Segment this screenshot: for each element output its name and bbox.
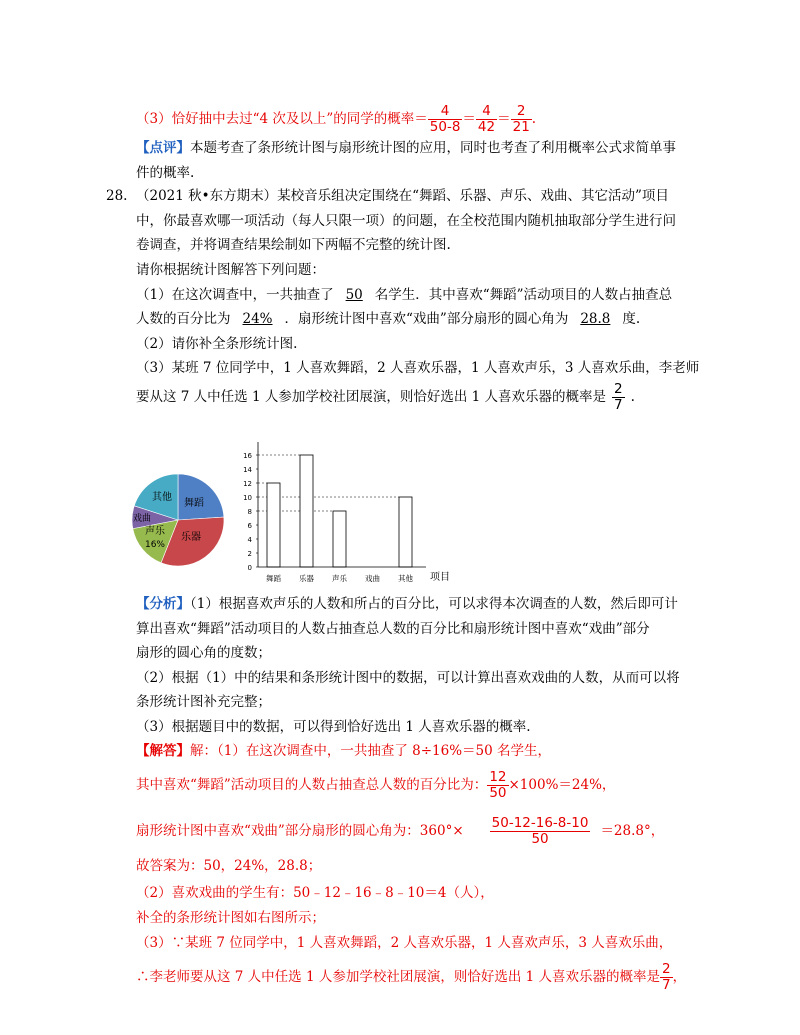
answer-angle: 28.8 — [580, 311, 611, 327]
q28-line2: 中，你最喜欢哪一项活动（每人只限一项）的问题，在全校范围内随机抽取部分学生进行问 — [136, 213, 676, 229]
q28-part2: （2）请你补全条形统计图. — [136, 336, 298, 352]
pie-slice-dance — [178, 474, 224, 520]
prev-q3-line: （3）恰好抽中去过“4 次及以上”的同学的概率＝ $\frac{4}{50-8}$ ＝ $\frac{4}{42}$ ＝ $\frac{2}{21}$ . — [136, 103, 537, 135]
bar-y-tick-label: 6 — [247, 522, 252, 530]
bar-y-tick-label: 8 — [247, 508, 252, 516]
bar-category-label: 舞蹈 — [266, 574, 281, 583]
prev-q3-fraction-2: $\frac{4}{42}$ — [477, 103, 496, 135]
solution-tag: 【解答】 — [136, 743, 190, 759]
analysis-line6: （3）根据题目中的数据，可以得到恰好选出 1 人喜欢乐器的概率. — [136, 719, 531, 735]
solution-line5: （2）喜欢戏曲的学生有：50﹣12﹣16﹣8﹣10＝4（人）， — [136, 885, 494, 901]
solution-line2: 其中喜欢“舞蹈”活动项目的人数占抽查总人数的百分比为： $\frac{12}{50}$ ×100%＝24%， — [136, 769, 616, 801]
prev-q3-fraction-1: $\frac{4}{50-8}$ — [429, 103, 461, 135]
bar-4 — [399, 497, 412, 567]
bar-y-tick-label: 16 — [243, 452, 252, 460]
q28-number: 28. — [106, 188, 128, 204]
analysis-line1: 【分析】（1）根据喜欢声乐的人数和所占的百分比，可以求得本次调查的人数，然后即可计 — [136, 596, 678, 612]
bar-category-label: 声乐 — [332, 574, 347, 583]
bar-1 — [300, 455, 313, 567]
bar-category-label: 乐器 — [299, 574, 314, 583]
analysis-line5: 条形统计图补充完整； — [136, 694, 271, 710]
bar-chart — [238, 440, 458, 586]
pie-chart — [128, 470, 228, 570]
pie-label-vocal-pct: 16% — [144, 540, 166, 550]
answer-percent: 24% — [242, 311, 273, 327]
pie-label-opera: 戏曲 — [132, 514, 152, 524]
solution-line6: 补全的条形统计图如右图所示； — [136, 910, 325, 926]
answer-probability: $\frac{2}{7}$ — [614, 381, 623, 413]
q28-part3-line1: （3）某班 7 位同学中，1 人喜欢舞蹈，2 人喜欢乐器，1 人喜欢声乐，3 人喜欢乐曲，李老师 — [136, 360, 700, 376]
bar-category-label: 其他 — [398, 574, 413, 583]
bar-y-tick-label: 4 — [247, 536, 252, 544]
q28-line4: 请你根据统计图解答下列问题： — [136, 262, 325, 278]
analysis-line2: 算出喜欢“舞蹈”活动项目的人数占抽查总人数的百分比和扇形统计图中喜欢“戏曲”部分 — [136, 621, 650, 637]
analysis-line3: 扇形的圆心角的度数； — [136, 645, 271, 661]
q28-part1-line1: （1）在这次调查中，一共抽查了 50 名学生．其中喜欢“舞蹈”活动项目的人数占抽查总 — [136, 287, 673, 303]
bar-y-tick-label: 14 — [243, 466, 252, 474]
bar-category-label: 戏曲 — [365, 574, 380, 583]
solution-line8: ∴李老师要从这 7 人中任选 1 人参加学校社团展演，则恰好选出 1 人喜欢乐器的概率是 $\frac{2}{7}$ ， — [136, 961, 687, 993]
pie-label-other: 其他 — [152, 492, 172, 503]
prev-comment-line1: 【点评】本题考查了条形统计图与扇形统计图的应用，同时也考查了利用概率公式求简单事 — [136, 140, 676, 156]
answer-total: 50 — [345, 287, 363, 303]
pie-label-dance: 舞蹈 — [184, 498, 204, 509]
prev-q3-fraction-3: $\frac{2}{21}$ — [512, 103, 530, 135]
solution-line4: 故答案为：50，24%，28.8； — [136, 858, 322, 874]
q28-part3-line2: 要从这 7 人中任选 1 人参加学校社团展演，则恰好选出 1 人喜欢乐器的概率是 $\frac{2}{7}$ . — [136, 381, 635, 413]
comment-tag: 【点评】 — [136, 140, 190, 156]
bar-y-tick-label: 2 — [247, 550, 252, 558]
bar-0 — [267, 483, 280, 567]
solution-line1: 【解答】解：（1）在这次调查中，一共抽查了 8÷16%＝50 名学生， — [136, 743, 552, 759]
bar-y-tick-label: 0 — [247, 564, 252, 572]
prev-comment-line2: 件的概率. — [136, 165, 195, 181]
pie-label-instrument: 乐器 — [181, 532, 201, 543]
bar-y-tick-label: 12 — [243, 480, 252, 488]
q28-part1-line2: 人数的百分比为 24% ．扇形统计图中喜欢“戏曲”部分扇形的圆心角为 28.8 度. — [136, 311, 641, 327]
solution-line7: （3）∵某班 7 位同学中，1 人喜欢舞蹈，2 人喜欢乐器，1 人喜欢声乐，3 人喜欢乐曲， — [136, 935, 673, 951]
q28-line3: 卷调查，并将调查结果绘制如下两幅不完整的统计图. — [136, 237, 451, 253]
bar-x-title: 项目 — [430, 572, 450, 583]
prev-q3-prefix: （3）恰好抽中去过“4 次及以上”的同学的概率＝ — [136, 110, 428, 127]
solution-line3: 扇形统计图中喜欢“戏曲”部分扇形的圆心角为：360°× $\frac{50-12-16-8-10}{50}$ ＝28.8°， — [136, 815, 665, 847]
bar-y-tick-label: 10 — [243, 494, 252, 502]
analysis-tag: 【分析】 — [136, 596, 190, 612]
q28-line1: （2021 秋•东方期末）某校音乐组决定围绕在“舞蹈、乐器、声乐、戏曲、其它活动”项目 — [136, 188, 669, 204]
analysis-line4: （2）根据（1）中的结果和条形统计图中的数据，可以计算出喜欢戏曲的人数，从而可以将 — [136, 670, 680, 686]
pie-label-vocal: 声乐 — [145, 526, 165, 537]
bar-2 — [333, 511, 346, 567]
